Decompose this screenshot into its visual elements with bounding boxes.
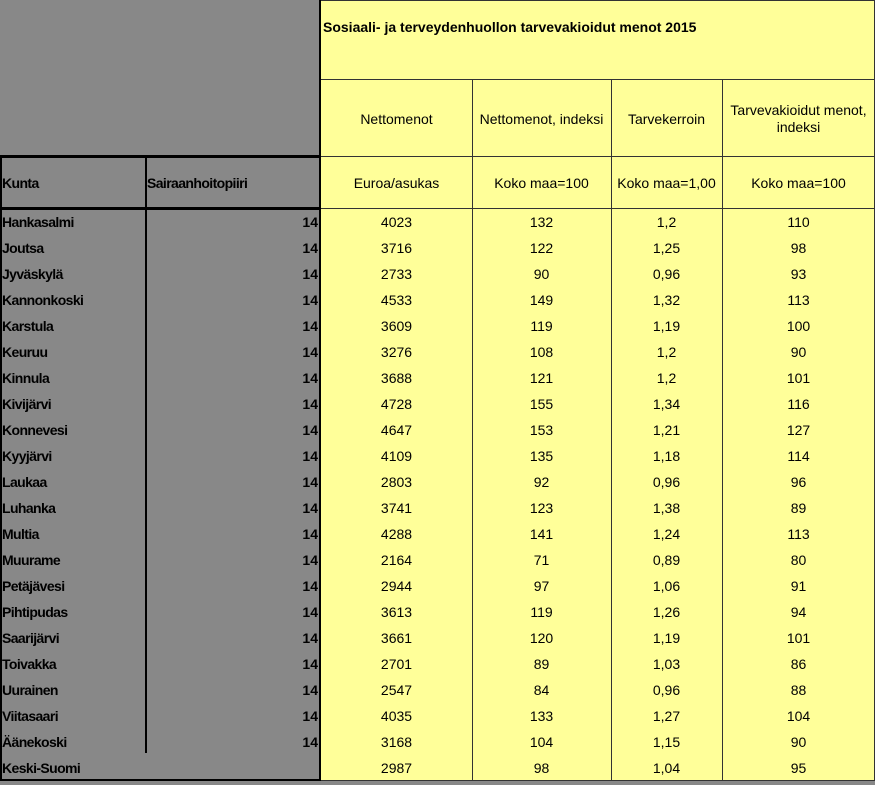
row-value: 2803 xyxy=(380,474,413,490)
row-value: 94 xyxy=(790,604,807,620)
row-sairaanhoitopiiri: 14 xyxy=(302,448,318,464)
row-sairaanhoitopiiri: 14 xyxy=(302,630,318,646)
row-value: 0,96 xyxy=(652,682,681,698)
row-kunta: Luhanka xyxy=(2,500,56,516)
row-value: 90 xyxy=(790,344,807,360)
row-value: 3276 xyxy=(380,344,413,360)
row-value: 127 xyxy=(786,422,811,438)
unit-koko-maa-100-b: Koko maa=100 xyxy=(751,175,846,191)
row-value: 1,26 xyxy=(652,604,681,620)
row-value: 93 xyxy=(790,266,807,282)
total-value: 2987 xyxy=(380,760,413,776)
row-value: 4728 xyxy=(380,396,413,412)
row-value: 3609 xyxy=(380,318,413,334)
row-kunta: Toivakka xyxy=(2,656,57,672)
row-sairaanhoitopiiri: 14 xyxy=(302,474,318,490)
row-value: 1,19 xyxy=(652,630,681,646)
row-sairaanhoitopiiri: 14 xyxy=(302,344,318,360)
divider xyxy=(319,0,321,781)
divider xyxy=(0,779,321,781)
total-value: 98 xyxy=(533,760,550,776)
row-value: 90 xyxy=(533,266,550,282)
divider xyxy=(321,208,875,209)
row-value: 104 xyxy=(529,734,554,750)
row-value: 1,38 xyxy=(652,500,681,516)
row-value: 98 xyxy=(790,240,807,256)
row-value: 1,34 xyxy=(652,396,681,412)
row-value: 141 xyxy=(529,526,554,542)
row-sairaanhoitopiiri: 14 xyxy=(302,656,318,672)
row-kunta: Petäjävesi xyxy=(2,578,65,594)
row-value: 3716 xyxy=(380,240,413,256)
row-value: 123 xyxy=(529,500,554,516)
row-kunta: Karstula xyxy=(2,318,54,334)
row-value: 101 xyxy=(786,630,811,646)
row-sairaanhoitopiiri: 14 xyxy=(302,370,318,386)
row-value: 4109 xyxy=(380,448,413,464)
row-value: 71 xyxy=(533,552,550,568)
row-value: 4023 xyxy=(380,214,413,230)
row-sairaanhoitopiiri: 14 xyxy=(302,604,318,620)
row-value: 86 xyxy=(790,656,807,672)
row-sairaanhoitopiiri: 14 xyxy=(302,578,318,594)
header-sairaanhoitopiiri: Sairaanhoitopiiri xyxy=(147,175,248,191)
unit-euroa-asukas: Euroa/asukas xyxy=(353,175,440,191)
row-value: 113 xyxy=(787,292,810,308)
row-kunta: Keuruu xyxy=(2,344,48,360)
row-value: 135 xyxy=(529,448,554,464)
total-value: 1,04 xyxy=(652,760,681,776)
row-value: 113 xyxy=(787,526,810,542)
total-value: 95 xyxy=(790,760,807,776)
title-cell-bg xyxy=(321,0,875,80)
col-header-nettomenot: Nettomenot xyxy=(360,110,433,127)
row-value: 120 xyxy=(529,630,554,646)
row-sairaanhoitopiiri: 14 xyxy=(302,682,318,698)
col-header-tarvekerroin: Tarvekerroin xyxy=(627,110,706,127)
row-sairaanhoitopiiri: 14 xyxy=(302,552,318,568)
row-kunta: Konnevesi xyxy=(2,422,68,438)
row-kunta: Saarijärvi xyxy=(2,630,60,646)
divider xyxy=(472,80,473,780)
row-value: 132 xyxy=(529,214,554,230)
row-value: 0,89 xyxy=(652,552,681,568)
row-value: 4647 xyxy=(380,422,413,438)
col-header-tarvevakioidut-indeksi: Tarvevakioidut menot, indeksi xyxy=(730,101,867,135)
row-value: 1,2 xyxy=(656,214,677,230)
row-value: 1,24 xyxy=(652,526,681,542)
row-value: 1,18 xyxy=(652,448,681,464)
divider xyxy=(321,156,875,157)
row-value: 1,32 xyxy=(652,292,681,308)
row-value: 2701 xyxy=(380,656,413,672)
row-sairaanhoitopiiri: 14 xyxy=(302,240,318,256)
row-value: 119 xyxy=(530,604,553,620)
row-value: 119 xyxy=(530,318,553,334)
row-value: 89 xyxy=(790,500,807,516)
row-sairaanhoitopiiri: 14 xyxy=(302,734,318,750)
row-value: 108 xyxy=(529,344,554,360)
divider xyxy=(0,207,321,210)
row-value: 3741 xyxy=(380,500,413,516)
row-value: 2164 xyxy=(380,552,413,568)
row-value: 0,96 xyxy=(652,266,681,282)
row-value: 3688 xyxy=(380,370,413,386)
row-value: 89 xyxy=(533,656,550,672)
row-sairaanhoitopiiri: 14 xyxy=(302,396,318,412)
divider xyxy=(0,157,2,781)
total-kunta: Keski-Suomi xyxy=(2,760,81,776)
row-value: 97 xyxy=(533,578,550,594)
row-value: 100 xyxy=(786,318,811,334)
row-value: 122 xyxy=(529,240,554,256)
row-value: 2733 xyxy=(380,266,413,282)
row-value: 2944 xyxy=(380,578,413,594)
row-value: 91 xyxy=(790,578,807,594)
unit-koko-maa-100-a: Koko maa=100 xyxy=(494,175,589,191)
row-kunta: Jyväskylä xyxy=(2,266,63,282)
divider xyxy=(321,0,875,1)
row-value: 1,15 xyxy=(652,734,681,750)
row-kunta: Joutsa xyxy=(2,240,44,256)
divider xyxy=(321,79,875,80)
row-value: 0,96 xyxy=(652,474,681,490)
row-kunta: Kinnula xyxy=(2,370,50,386)
row-value: 133 xyxy=(529,708,554,724)
row-sairaanhoitopiiri: 14 xyxy=(302,214,318,230)
row-sairaanhoitopiiri: 14 xyxy=(302,318,318,334)
row-kunta: Muurame xyxy=(2,552,61,568)
row-value: 88 xyxy=(790,682,807,698)
row-sairaanhoitopiiri: 14 xyxy=(302,708,318,724)
row-kunta: Uurainen xyxy=(2,682,58,698)
unit-koko-maa-1: Koko maa=1,00 xyxy=(617,175,716,191)
row-value: 90 xyxy=(790,734,807,750)
divider xyxy=(611,80,612,780)
row-value: 110 xyxy=(787,214,810,230)
row-value: 80 xyxy=(790,552,807,568)
row-kunta: Multia xyxy=(2,526,39,542)
row-value: 149 xyxy=(529,292,554,308)
row-value: 1,2 xyxy=(656,370,677,386)
row-sairaanhoitopiiri: 14 xyxy=(302,500,318,516)
row-kunta: Hankasalmi xyxy=(2,214,74,230)
row-value: 3168 xyxy=(380,734,413,750)
row-value: 101 xyxy=(786,370,811,386)
row-kunta: Kannonkoski xyxy=(2,292,84,308)
row-kunta: Viitasaari xyxy=(2,708,59,724)
row-value: 4533 xyxy=(380,292,413,308)
row-kunta: Kivijärvi xyxy=(2,396,52,412)
row-kunta: Äänekoski xyxy=(2,734,67,750)
row-value: 121 xyxy=(529,370,554,386)
row-value: 1,27 xyxy=(652,708,681,724)
row-kunta: Pihtipudas xyxy=(2,604,68,620)
row-value: 153 xyxy=(529,422,554,438)
row-value: 96 xyxy=(790,474,807,490)
row-sairaanhoitopiiri: 14 xyxy=(302,266,318,282)
row-value: 92 xyxy=(533,474,550,490)
row-value: 1,21 xyxy=(652,422,681,438)
divider xyxy=(145,157,147,753)
row-kunta: Laukaa xyxy=(2,474,47,490)
row-value: 4288 xyxy=(380,526,413,542)
table-title: Sosiaali- ja terveydenhuollon tarvevakioidut menot 2015 xyxy=(323,19,697,35)
row-value: 116 xyxy=(787,396,810,412)
col-header-nettomenot-indeksi: Nettomenot, indeksi xyxy=(479,110,604,127)
row-sairaanhoitopiiri: 14 xyxy=(302,422,318,438)
row-value: 1,19 xyxy=(652,318,681,334)
header-kunta: Kunta xyxy=(2,175,39,191)
row-kunta: Kyyjärvi xyxy=(2,448,52,464)
row-value: 155 xyxy=(529,396,554,412)
row-value: 104 xyxy=(786,708,811,724)
divider xyxy=(0,155,321,158)
row-value: 84 xyxy=(533,682,550,698)
row-sairaanhoitopiiri: 14 xyxy=(302,292,318,308)
row-value: 3661 xyxy=(380,630,413,646)
row-value: 1,2 xyxy=(656,344,677,360)
divider xyxy=(321,780,875,781)
row-value: 3613 xyxy=(380,604,413,620)
divider xyxy=(722,80,723,780)
row-value: 1,03 xyxy=(652,656,681,672)
row-value: 4035 xyxy=(380,708,413,724)
row-value: 1,25 xyxy=(652,240,681,256)
row-value: 114 xyxy=(787,448,810,464)
row-value: 2547 xyxy=(380,682,413,698)
row-value: 1,06 xyxy=(652,578,681,594)
row-sairaanhoitopiiri: 14 xyxy=(302,526,318,542)
